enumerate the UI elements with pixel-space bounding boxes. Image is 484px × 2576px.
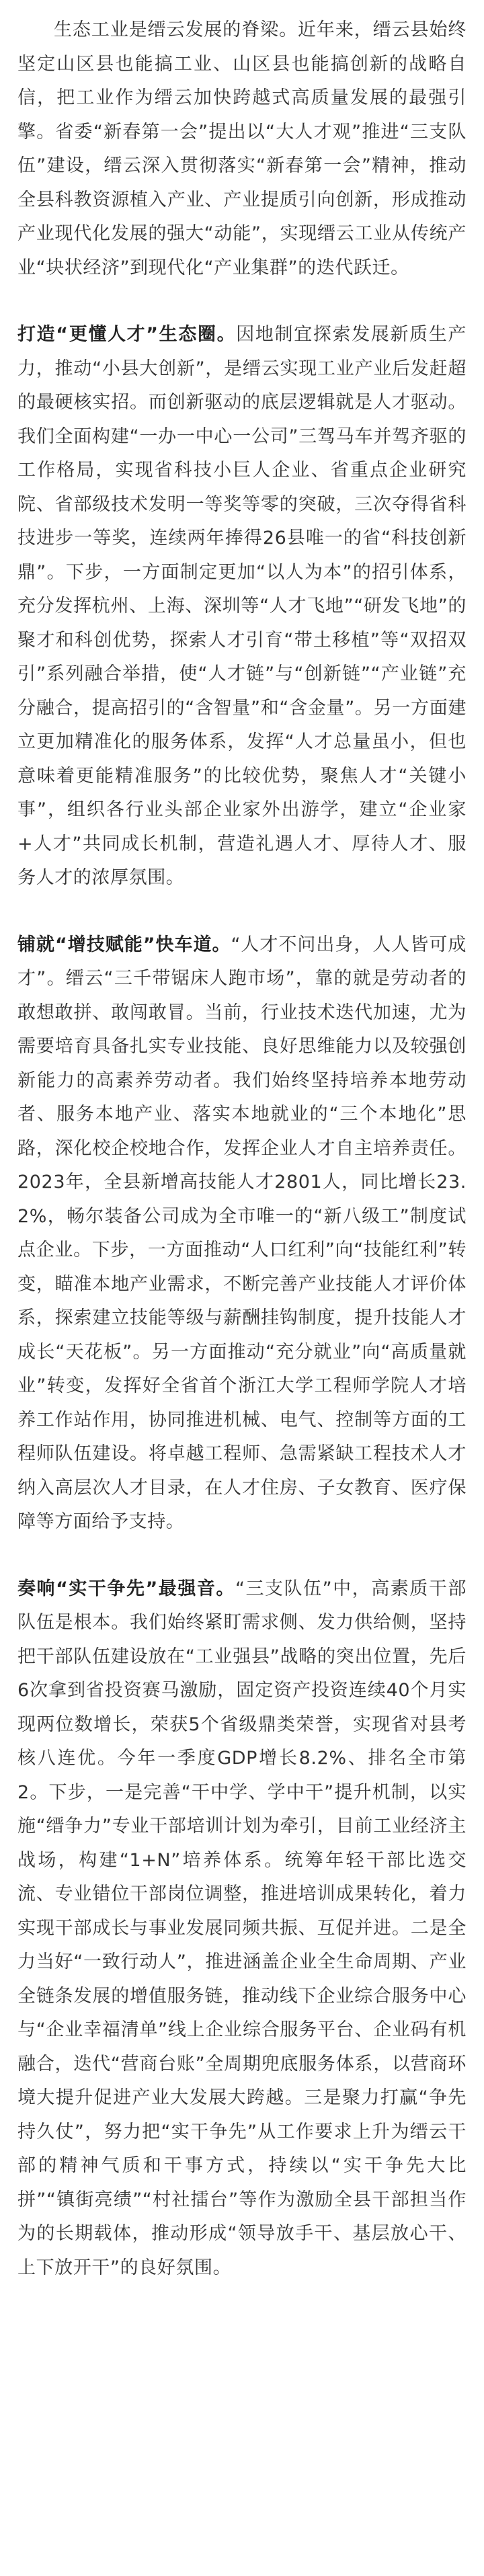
skills-empowerment-paragraph bbox=[17, 928, 467, 1539]
talent-ecosystem-text: 因地制宜探索发展新质生产力，推动“小县大创新”，是缙云实现工业产业后发赶超的最硬核实招。而创新驱动的底层逻辑就是人才驱动。我们全面构建“一办一中心一公司”三驾马车并驾齐驱的工作格局，实现省科技小巨人企业、省重点企业研究院、省部级技术发明一等奖等零的突破，三次夺得省科技进步一等奖，连续两年捧得26县唯一的省“科技创新鼎”。下步，一方面制定更加“以人为本”的招引体系，充分发挥杭州、上海、深圳等“人才飞地”“研发飞地”的聚才和科创优势，探索人才引育“带土移植”等“双招双引”系列融合举措，使“人才链”与“创新链”“产业链”充分融合，提高招引的“含智量”和“含金量”。另一方面建立更加精准化的服务体系，发挥“人才总量虽小，但也意味着更能精准服务”的比较优势，聚焦人才“关键小事”，组织各行业头部企业家外出游学，建立“企业家+人才”共同成长机制，营造礼遇人才、厚待人才、服务人才的浓厚氛围。 bbox=[17, 324, 467, 888]
skills-empowerment-heading: 铺就“增技赋能”快车道。 bbox=[17, 934, 231, 955]
intro-paragraph-text: 生态工业是缙云发展的脊梁。近年来，缙云县始终坚定山区县也能搞工业、山区县也能搞创新的战略自信，把工业作为缙云加快跨越式高质量发展的最强引擎。省委“新春第一会”提出以“大人才观”推进“三支队伍”建设，缙云深入贯彻落实“新春第一会”精神，推动全县科教资源植入产业、产业提质引向创新，形成推动产业现代化发展的强大“动能”，实现缙云工业从传统产业“块状经济”到现代化“产业集群”的迭代跃迁。 bbox=[17, 19, 467, 278]
talent-ecosystem-heading: 打造“更懂人才”生态圈。 bbox=[17, 324, 237, 345]
talent-ecosystem-paragraph bbox=[17, 318, 467, 895]
hard-work-text: “三支队伍”中，高素质干部队伍是根本。我们始终紧盯需求侧、发力供给侧，坚持把干部队伍建设放在“工业强县”战略的突出位置，先后6次拿到省投资赛马激励，固定资产投资连续40个月实现两位数增长，荣获5个省级鼎类荣誉，实现省对县考核八连优。今年一季度GDP增长8.2%、排名全市第2。下步，一是完善“干中学、学中干”提升机制，以实施“缙争力”专业干部培训计划为牵引，目前工业经济主战场，构建“1+N”培养体系。统筹年轻干部比选交流、专业错位干部岗位调整，推进培训成果转化，着力实现干部成长与事业发展同频共振、互促并进。二是全力当好“一致行动人”，推进涵盖企业全生命周期、产业全链条发展的增值服务链，推动线下企业综合服务中心与“企业幸福清单”线上企业综合服务平台、企业码有机融合，迭代“营商台账”全周期兜底服务体系，以营商环境大提升促进产业大发展大跨越。三是聚力打赢“争先持久仗”，努力把“实干争先”从工作要求上升为缙云干部的精神气质和干事方式，持续以“实干争先大比拼”“镇街亮绩”“村社擂台”等作为激励全县干部担当作为的长期载体，推动形成“领导放手干、基层放心干、上下放开干”的良好氛围。 bbox=[17, 1578, 467, 2278]
hard-work-heading: 奏响“实干争先”最强音。 bbox=[17, 1578, 235, 1599]
hard-work-paragraph bbox=[17, 1572, 467, 2286]
skills-empowerment-text: “人才不问出身，人人皆可成才”。缙云“三千带锯床人跑市场”，靠的就是劳动者的敢想敢拼、敢闯敢冒。当前，行业技术迭代加速，尤为需要培育具备扎实专业技能、良好思维能力以及较强创新能力的高素养劳动者。我们始终坚持培养本地劳动者、服务本地产业、落实本地就业的“三个本地化”思路，深化校企校地合作，发挥企业人才自主培养责任。2023年，全县新增高技能人才2801人，同比增长23.2%，畅尔装备公司成为全市唯一的“新八级工”制度试点企业。下步，一方面推动“人口红利”向“技能红利”转变，瞄准本地产业需求，不断完善产业技能人才评价体系，探索建立技能等级与薪酬挂钩制度，提升技能人才成长“天花板”。另一方面推动“充分就业”向“高质量就业”转变，发挥好全省首个浙江大学工程师学院人才培养工作站作用，协同推进机械、电气、控制等方面的工程师队伍建设。将卓越工程师、急需紧缺工程技术人才纳入高层次人才目录，在人才住房、子女教育、医疗保障等方面给予支持。 bbox=[17, 934, 467, 1532]
intro-paragraph bbox=[17, 13, 467, 285]
